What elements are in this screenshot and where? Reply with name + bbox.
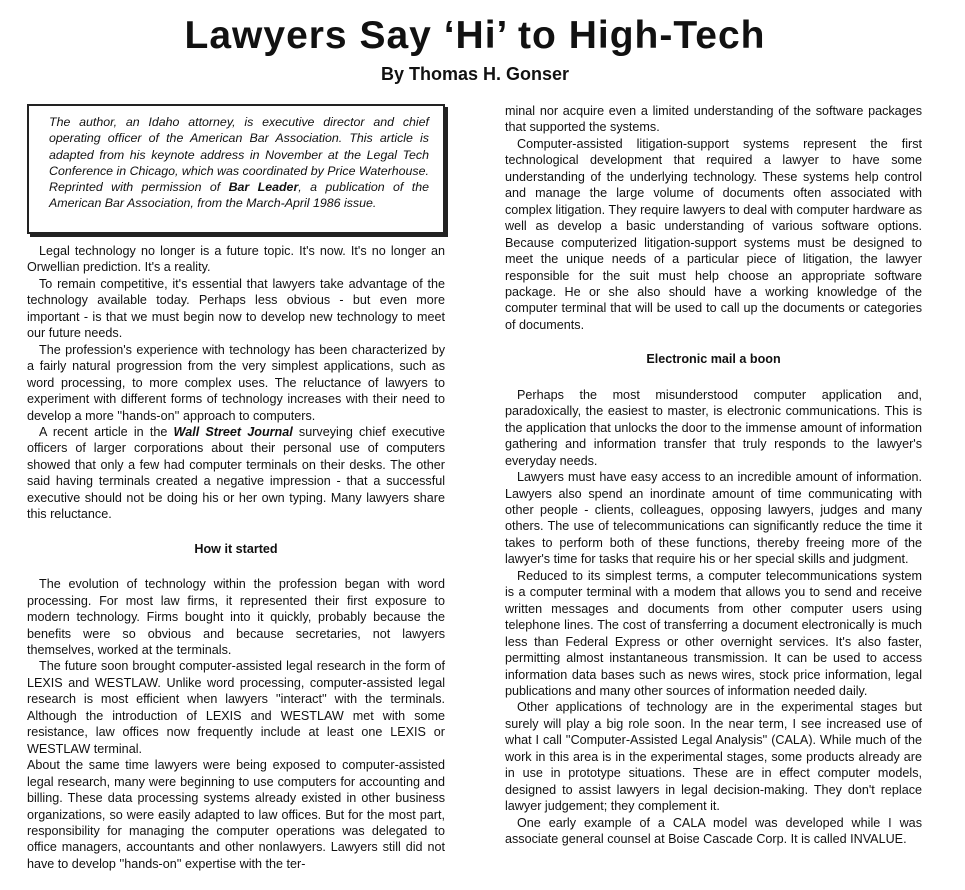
reprint-publication: Bar Leader xyxy=(228,180,299,195)
paragraph: About the same time lawyers were being exposed to computer-assisted legal research, many were beginning to use computers for accounting and billing. These data processing systems already existed in other business organizations, so were easily adapted to law offices. But for the most part, responsibility for managing the computer operations was delegated to office managers, accountants and other nonlawyers. Lawyers still did not have to develop ''hands-on'' expertise with the ter- xyxy=(27,758,445,871)
wsj-prefix: A recent article in the xyxy=(39,424,174,439)
paragraph: minal nor acquire even a limited understanding of the software packages that supported the systems. xyxy=(505,104,922,135)
paragraph: The future soon brought computer-assisted legal research in the form of LEXIS and WESTLAW. Unlike word processing, computer-assisted legal research is most efficient when lawyers ''interact'' with the terminals. Although the introduction of LEXIS and WESTLAW met with some resistance, law offices now frequently include at least one LEXIS or WESTLAW terminal. xyxy=(27,659,445,756)
right-column xyxy=(505,103,922,847)
paragraph: One early example of a CALA model was developed while I was associate general counsel at Boise Cascade Corp. It is called INVALUE. xyxy=(505,815,922,847)
author-note-text: The author, an Idaho attorney, is executive director and chief operating officer of the American Bar Association. This article is adapted from his keynote address in November at the Legal Tech Conference in Chicago, which was coordinated by Price Waterhouse. xyxy=(49,115,429,178)
paragraph: Legal technology no longer is a future topic. It's now. It's no longer an Orwellian prediction. It's a reality. xyxy=(27,244,445,275)
left-column xyxy=(27,243,445,872)
paragraph xyxy=(27,424,445,523)
paragraph: Reduced to its simplest terms, a computer telecommunications system is a computer terminal with a modem that allows you to send and receive written messages and documents from other computer users using telephone lines. The cost of transferring a document electronically is much less than Federal Express or other overnight services. It's also faster, permitting almost instantaneous transmission. It can be used to access information data bases such as news wires, stock price information, legal publications and many other sources of information needed daily. xyxy=(505,568,922,698)
section-heading-how-it-started: How it started xyxy=(194,541,278,556)
paragraph: The profession's experience with technology has been characterized by a fairly natural progression from the very simplest applications, such as word processing, to more complex uses. The reluctance of lawyers to experiment with different forms of technology increases with their need to develop a more ''hands-on'' approach to computers. xyxy=(27,342,445,423)
author-note-box xyxy=(27,104,445,234)
reprint-prefix: Reprinted with permission of xyxy=(49,180,229,195)
paragraph: Computer-assisted litigation-support systems represent the first technological development that required a lawyer to have some understanding of the underlying technology. These systems help control and manage the large volume of documents often associated with complex litigation. They require lawyers to deal with computer hardware as well as develop a basic understanding of various software options. Because computerized litigation-support systems must be designed to meet the unique needs of a particular piece of litigation, the lawyer responsible for the suit must help choose an appropriate software package. He or she also should have a working knowledge of the computer terminal that will be used to call up the documents or categories of documents. xyxy=(505,136,922,332)
reprint-suffix: , a publication of the American Bar Association, from the March-April 1986 issue. xyxy=(49,180,429,211)
paragraph: Lawyers must have easy access to an incredible amount of information. Lawyers also spend an inordinate amount of time communicating with other people - clients, colleagues, opposing lawyers, judges and many others. The use of telecommunications can significantly reduce the time it takes to perform both of these functions, thereby freeing more of the lawyer's time for tasks that require his or her special skills and judgment. xyxy=(505,470,922,567)
paragraph: The evolution of technology within the profession began with word processing. For most law firms, it represented their first exposure to modern technology. Firms bought into it quickly, probably because the benefits were so obvious and because secretaries, not lawyers themselves, worked at the terminals. xyxy=(27,577,445,657)
wsj-suffix: surveying chief executive officers of larger corporations about their personal use of computers showed that only a few had computer terminals on their desks. The other said having terminals created a negative impression - that a successful executive should not be doing his or her own typing. Many lawyers share this reluctance. xyxy=(27,424,446,522)
paragraph: Perhaps the most misunderstood computer application and, paradoxically, the easiest to master, is electronic communications. This is the application that unlocks the door to the immense amount of information gathering and information transfer that truly responds to the lawyer's everyday needs. xyxy=(505,387,922,468)
wsj-publication: Wall Street Journal xyxy=(173,424,293,439)
article-byline: By Thomas H. Gonser xyxy=(380,64,570,84)
paragraph: To remain competitive, it's essential that lawyers take advantage of the technology available today. Perhaps less obvious - but even more important - is that we must begin now to develop new technology to meet our future needs. xyxy=(27,276,445,341)
section-heading-electronic-mail: Electronic mail a boon xyxy=(646,352,781,367)
paragraph: Other applications of technology are in the experimental stages but surely will play a big role soon. In the near term, I see increased use of what I call ''Computer-Assisted Legal Analysis'' (CALA). While much of the work in this area is in the experimental stages, some products already are in use in prototype situations. These are in effect computer models, designed to assist lawyers in legal decision-making. They don't replace lawyer judgement; they complement it. xyxy=(505,700,922,814)
article-title: Lawyers Say ‘Hi’ to High-Tech xyxy=(184,14,766,57)
reprint-note xyxy=(49,179,429,212)
